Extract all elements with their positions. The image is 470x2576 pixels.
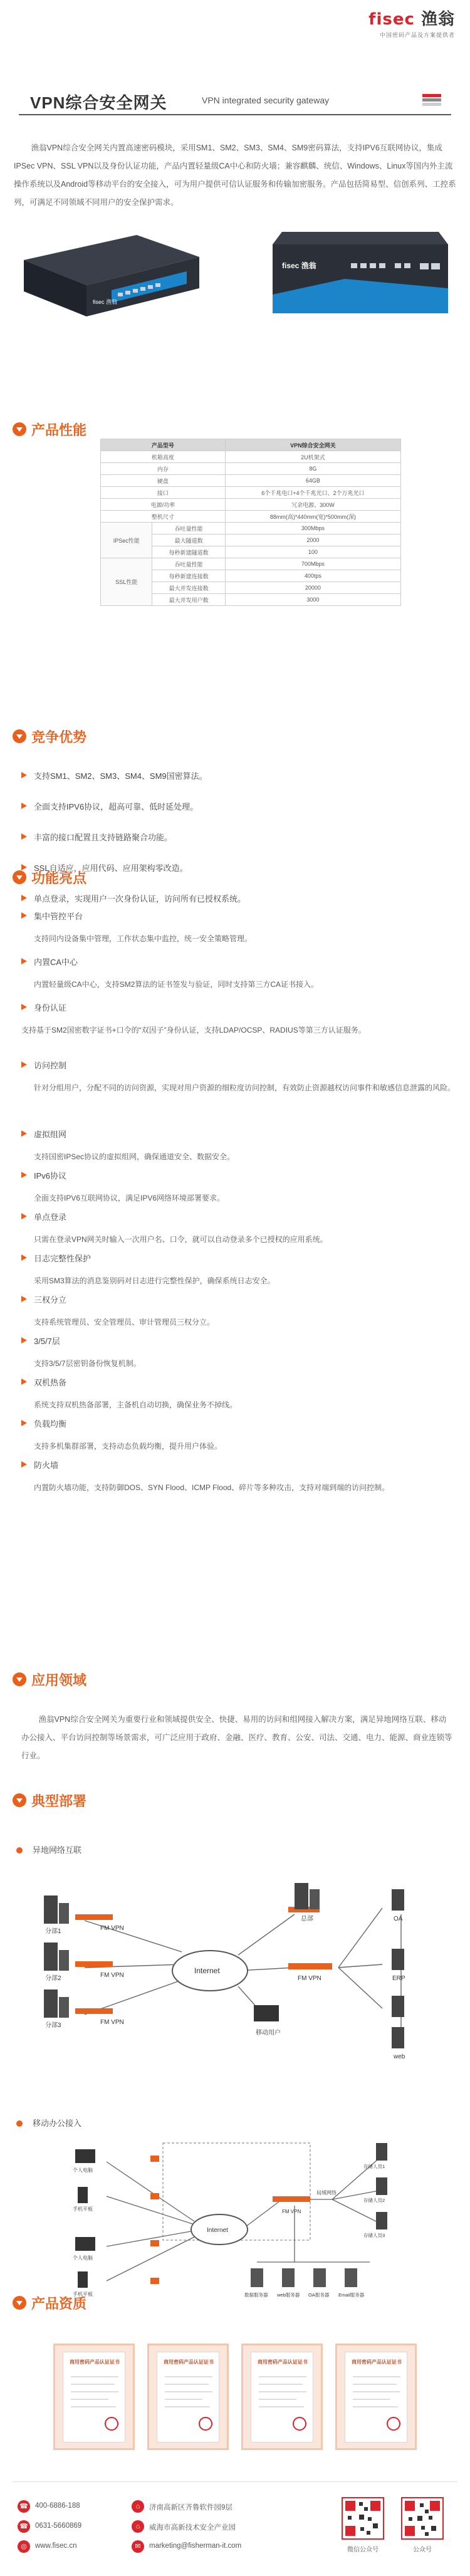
feature-item: 防火墙 内置防火墙功能，支持防御DOS、SYN Flood、ICMP Flood、碎片等多种攻击，支持对端到端的访问控制。 xyxy=(21,1459,460,1496)
server-icon xyxy=(313,2268,326,2287)
certificate-image[interactable]: 商用密码产品认证证书 xyxy=(53,2344,135,2450)
qr-code-image[interactable] xyxy=(401,2497,444,2540)
server-icon xyxy=(376,2143,387,2161)
feature-item: 单点登录 只需在登录VPN网关时输入一次用户名、口令，就可以自动登录多个已授权的应用系统。 xyxy=(21,1211,460,1248)
server-icon xyxy=(345,2268,357,2287)
server-icon xyxy=(376,2212,387,2229)
internet-label: Internet xyxy=(194,1966,220,1975)
footer-website[interactable]: www.fisec.cn xyxy=(35,2542,77,2550)
feature-item: 双机热备 系统支持双机热备部署，主备机自动切换，确保业务不掉线。 xyxy=(21,1376,460,1413)
seal-icon xyxy=(293,2417,306,2431)
bullet-dot-icon xyxy=(16,1847,23,1854)
table-row: 每秒新建隧道数 100 xyxy=(101,546,401,558)
list-item: 单点登录，实现用户一次身份认证，访问所有已授权系统。 xyxy=(21,892,246,904)
qr-caption: 微信公众号 xyxy=(347,2547,379,2553)
feature-item: 日志完整性保护 采用SM3算法的消息鉴别码对日志进行完整性保护，确保系统日志安全。 xyxy=(21,1252,460,1289)
qr-caption: 公众号 xyxy=(413,2547,432,2553)
table-row: IPSec性能 吞吐量性能 300Mbps xyxy=(101,523,401,534)
footer-phone[interactable]: 0631-5660869 xyxy=(35,2522,82,2530)
client-label: 手机平板 xyxy=(73,2292,93,2297)
server-icon xyxy=(392,1889,404,2048)
vpn-label: FM VPN xyxy=(100,1972,124,1979)
server-label: OA服务器 xyxy=(308,2292,330,2298)
spec-group-ssl: SSL性能 xyxy=(101,558,152,606)
vpn-label: FM VPN xyxy=(100,2019,124,2026)
building-icon xyxy=(44,1895,69,2018)
seal-icon xyxy=(105,2417,118,2431)
spec-table xyxy=(100,439,401,606)
product-title: VPN综合安全网关 xyxy=(30,93,167,112)
spec-header-model: 产品型号 xyxy=(101,439,226,451)
lan-label: 局域网络 xyxy=(316,2190,337,2196)
client-label: 个人电脑 xyxy=(73,2255,93,2261)
branch-label: 分部2 xyxy=(45,1975,61,1982)
device-image-front xyxy=(269,219,451,329)
vpn-label: FM VPN xyxy=(100,1925,124,1932)
table-row: 最大隧道数 2000 xyxy=(101,534,401,546)
server-label: web服务器 xyxy=(277,2292,300,2298)
spec-table-header xyxy=(101,439,401,451)
phone-icon: ☎ xyxy=(18,2520,30,2533)
internet-label: Internet xyxy=(207,2227,228,2234)
table-row: 最大并发连接数 20000 xyxy=(101,582,401,594)
title-divider xyxy=(19,114,451,115)
laptop-icon xyxy=(254,2005,279,2021)
mobile-user-label: 移动用户 xyxy=(256,2030,281,2036)
certificate-image[interactable]: 商用密码产品认证证书 xyxy=(147,2344,229,2450)
table-row: 机箱高度 2U机架式 xyxy=(101,451,401,463)
phone-icon xyxy=(78,2187,88,2203)
server-label: OA xyxy=(394,1916,403,1922)
section-arrow-icon xyxy=(13,729,26,743)
product-subtitle: VPN integrated security gateway xyxy=(202,95,330,105)
table-row: 整机尺寸 88mm(高)*440mm(宽)*500mm(深) xyxy=(101,511,401,523)
certificate-image[interactable]: 商用密码产品认证证书 xyxy=(335,2344,417,2450)
list-item: 丰富的接口配置且支持链路聚合功能。 xyxy=(21,831,246,843)
feature-item: 内置CA中心 内置轻量级CA中心，支持SM2算法的证书签发与验证，同时支持第三方CA证书接入。 xyxy=(21,956,460,993)
svg-text:fisec 渔翁: fisec 渔翁 xyxy=(93,299,118,305)
table-row: 电源/功率 冗余电源、300W xyxy=(101,499,401,511)
device-image-angled xyxy=(18,222,206,332)
footer-divider xyxy=(13,2481,457,2482)
feature-item: 三权分立 支持系统管理员、安全管理员、审计管理员三权分立。 xyxy=(21,1293,460,1330)
footer-phone[interactable]: 400-6886-188 xyxy=(35,2502,80,2510)
spec-header-product: VPN综合安全网关 xyxy=(225,439,400,451)
location-icon: ⌂ xyxy=(132,2500,144,2513)
feature-item: 虚拟组网 支持国密IPSec协议的虚拟组网，确保通道安全、数据安全。 xyxy=(21,1128,460,1165)
footer-address: 济南高新区齐鲁软件园9层 xyxy=(149,2504,232,2511)
vpn-label: FM VPN xyxy=(282,2209,301,2214)
list-item: SSL自适应，应用代码、应用架构零改造。 xyxy=(21,862,246,873)
table-row: 硬盘 64GB xyxy=(101,475,401,487)
qr-code-image[interactable] xyxy=(342,2497,384,2540)
svg-text:fisec 渔翁: fisec 渔翁 xyxy=(282,261,316,270)
server-icon xyxy=(376,2177,387,2195)
diagram-interconnect xyxy=(31,1870,432,2065)
location-icon: ⌂ xyxy=(132,2520,144,2533)
product-title-bar xyxy=(19,88,451,115)
section-arrow-icon xyxy=(13,2296,26,2310)
server-label: Email服务器 xyxy=(338,2292,365,2298)
diagram-mobile-access xyxy=(69,2137,420,2312)
deploy-title-interconnect: 异地网络互联 xyxy=(16,1843,81,1855)
list-item: 全面支持IPV6协议，超高可靠、低时延处理。 xyxy=(21,800,246,812)
app-label: 存储人员1 xyxy=(363,2164,385,2169)
app-label: 存储人员3 xyxy=(363,2233,385,2238)
brand-logo[interactable] xyxy=(368,6,455,39)
table-row: 接口 6个千兆电口+4个千兆光口、2个万兆光口 xyxy=(101,487,401,499)
client-label: 个人电脑 xyxy=(73,2167,93,2173)
computer-icon xyxy=(75,2149,95,2163)
section-arrow-icon xyxy=(13,422,26,436)
section-arrow-icon xyxy=(13,1793,26,1807)
certificate-image[interactable]: 商用密码产品认证证书 xyxy=(241,2344,323,2450)
top-bar xyxy=(0,0,470,38)
table-row: 内存 8G xyxy=(101,463,401,475)
vpn-device-icon xyxy=(273,2196,310,2202)
app-label: 存储人员2 xyxy=(363,2198,385,2203)
section-arrow-icon xyxy=(13,1672,26,1686)
footer-address: 威海市高新技术安全产业园 xyxy=(149,2524,236,2532)
mail-icon: ✉ xyxy=(132,2540,144,2553)
table-row: SSL性能 吞吐量性能 700Mbps xyxy=(101,558,401,570)
product-intro: 渔翁VPN综合安全网关内置高速密码模块，采用SM1、SM2、SM3、SM4、SM9密码算法，支持IPV6互联网协议，集成IPSec VPN、SSL VPN以及身份认证功能，产品内置轻量级CA中心和防火墙；兼容麒麟、统信、Windows、Linux等国内外主流操作系统以及Android等移动平台的安全接入，可为用户提供可信认证服务和传输加密服务。产品包括简易型、信创系列、工控系列，可满足不同领域不同用户的安全保护需求。 xyxy=(14,143,456,207)
feature-item: 身份认证 支持基于SM2国密数字证书+口令的“双因子”身份认证，支持LDAP/OCSP、RADIUS等第三方认证服务。 xyxy=(21,1001,460,1038)
logo-text: fisec 渔翁 xyxy=(368,10,455,29)
logo-tagline: 中国密码产品及方案提供者 xyxy=(379,32,455,38)
deploy-title-mobile: 移动办公接入 xyxy=(16,2117,81,2129)
branch-label: 分部3 xyxy=(45,2022,61,2029)
seal-icon xyxy=(199,2417,212,2431)
feature-item: 集中管控平台 支持同内设备集中管理，工作状态集中监控，统一安全策略管理。 xyxy=(21,910,460,947)
vpn-label: FM VPN xyxy=(298,1975,321,1982)
server-icon xyxy=(251,2268,263,2287)
seal-icon xyxy=(387,2417,400,2431)
computer-icon xyxy=(75,2237,95,2251)
bullet-dot-icon xyxy=(16,2120,23,2127)
spec-group-ipsec: IPSec性能 xyxy=(101,523,152,558)
feature-item: 负载均衡 支持多机集群部署，支持动态负载均衡，提升用户体验。 xyxy=(21,1417,460,1454)
title-stripes-icon xyxy=(422,94,441,105)
application-text: 渔翁VPN综合安全网关为重要行业和领域提供安全、快捷、易用的访问和组网接入解决方案，满足异地网络互联、移动办公接入、平台访问控制等场景需求，可广泛应用于政府、金融、医疗、教育、公安、司法、交通、电力、能源、商业连锁等行业。 xyxy=(21,1715,452,1760)
server-label: web xyxy=(394,2053,405,2060)
branch-label: 分部1 xyxy=(45,1928,61,1935)
section-arrow-icon xyxy=(13,870,26,884)
table-row: 最大并发用户数 3000 xyxy=(101,594,401,606)
table-row: 每秒新建连接数 400tps xyxy=(101,570,401,582)
server-icon xyxy=(282,2268,295,2287)
globe-icon: ◎ xyxy=(18,2540,30,2553)
server-label: 数据服务器 xyxy=(244,2292,268,2298)
hq-label: 总部 xyxy=(301,1916,313,1922)
footer-email[interactable]: marketing@fisherman-it.com xyxy=(149,2542,242,2550)
server-label: ERP xyxy=(392,1975,405,1982)
feature-item: IPv6协议 全面支持IPV6互联网协议，满足IPV6网络环境部署要求。 xyxy=(21,1169,460,1206)
list-item: 支持SM1、SM2、SM3、SM4、SM9国密算法。 xyxy=(21,769,246,781)
client-label: 手机平板 xyxy=(73,2206,93,2212)
phone-icon xyxy=(78,2271,88,2288)
feature-item: 访问控制 针对分组用户，分配不同的访问资源，实现对用户资源的细粒度访问控制，有效防止资源越权访问事件和敏感信息泄露的风险。 xyxy=(21,1059,460,1096)
phone-icon: ☎ xyxy=(18,2500,30,2513)
feature-item: 3/5/7层 支持3/5/7层密钥备份恢复机制。 xyxy=(21,1335,460,1372)
